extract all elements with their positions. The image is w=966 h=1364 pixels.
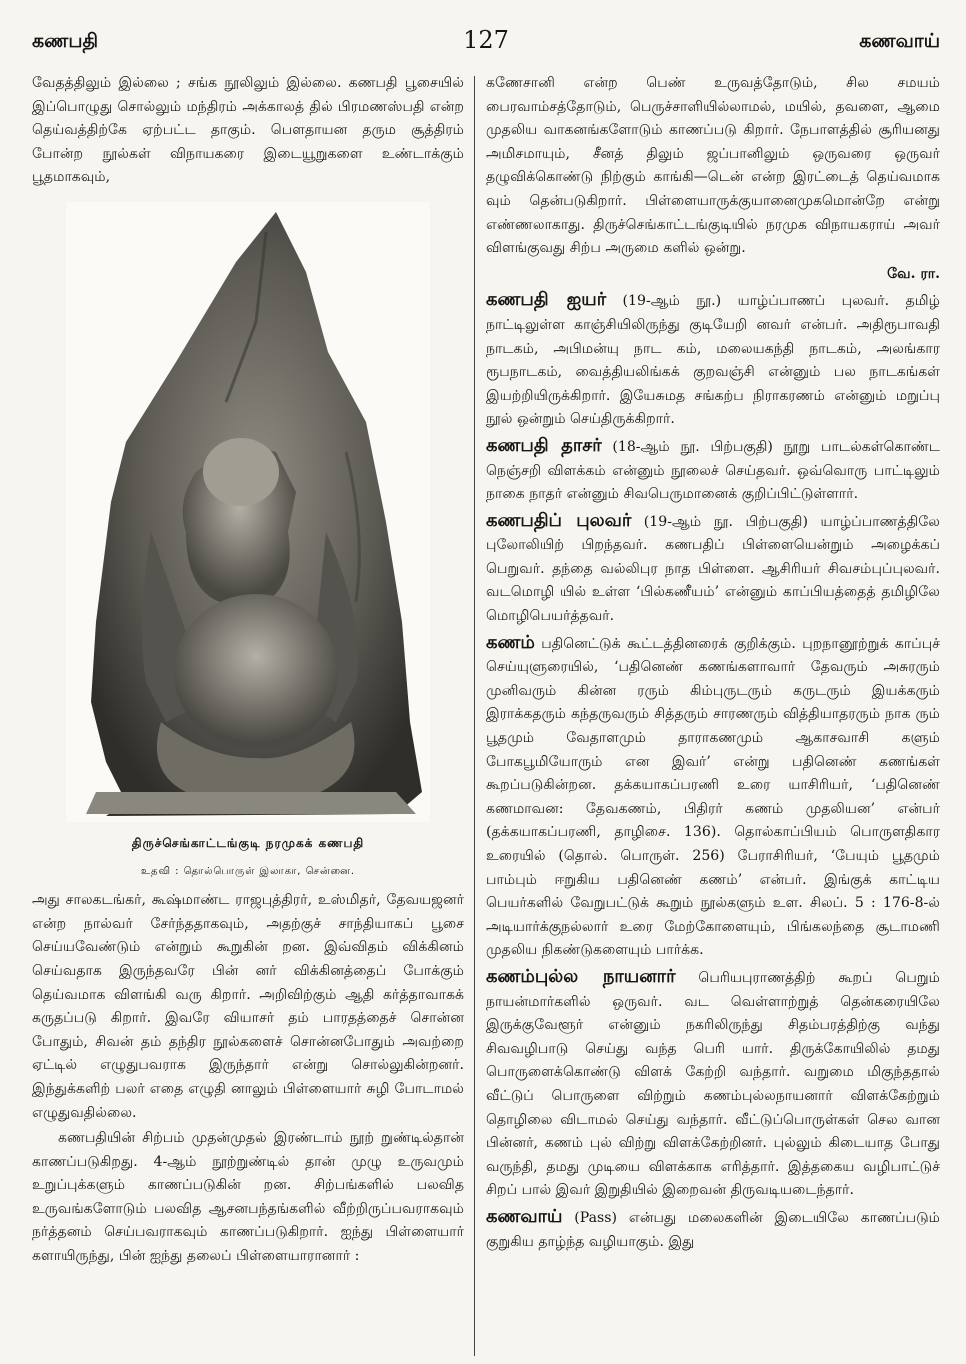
entry-kanam [486, 631, 940, 963]
paragraph: அது சாலகடங்கர், கூஷ்மாண்ட ராஜபுத்திரர், உஸ்மிதர், தேவயஜனர் என்ற நால்வர் சேர்ந்ததாகவும், அதற்குச் சாந்தியாகப் பூசை செய்யவேண்டும் என்றும் கூறுகின் றன. இவ்விதம் விக்கினம் செய்வதாக இருந்தவரே பின் னர் விக்கினத்தைப் போக்கும் தெய்வமாக விளங்கி வரு கிறார். அறிவிற்கும் ஆதி கர்த்தாவாகக் கருதப்படு கிறார். இவரே வியாசர் தம் பாரதத்தைச் சொன்ன போதும், சிவன் தம் தந்திர நூல்களைச் சொன்னபோதும் அவற்றை ஏட்டில் எழுதுபவராக இருந்தார் என்று சொல்லுகின்றனர். இந்துக்களிற் பலர் எதை எழுதி னாலும் பிள்ளையார் சுழி போடாமல் எழுதுவதில்லை. [32, 892, 464, 1121]
figure [32, 202, 464, 883]
entry-body: பெரியபுராணத்திற் கூறப் பெறும் நாயன்மார்களில் ஒருவர். வட வெள்ளாற்றுத் தென்கரையிலே இருக்குவேளூர் என்னும் நகரிலிருந்து சிதம்பரத்திற்கு வந்து சிவவழிபாடு செய்து வந்த பெரி யார். திருக்கோயிலில் தமது பொருளைக்கொண்டு விளக் கேற்றி வந்தார். வறுமை மிகுந்ததால் வீட்டுப் பொருளை விற்றும் கணம்புல்லநாயனார் விளக்கேற்றும் தொழிலை விடாமல் செய்து வந்தார். வீட்டுப்பொருள்கள் செல வான பின்னர், கணம் புல் விற்று விளக்கேற்றினர். புல்லும் கிடையாத போது வருந்தி, தமது முடியை விளக்காக எரித்தார். இத்தகைய வழிபாட்டுச் சிறப் பால் இவர் இறுதியில் இறைவன் திருவடியடைந்தார். [486, 969, 940, 1199]
entry-kanampulla-nayanar [486, 965, 940, 1203]
running-head-left: கணபதி [32, 30, 99, 52]
entry-body: பதினெட்டுக் கூட்டத்தினரைக் குறிக்கும். புறநானூற்றுக் காப்புச் செய்யுளுரையில், ‘பதினெண் கணங்களாவார் தேவரும் அசுரரும் முனிவரும் கின்ன ரரும் கிம்புருடரும் கருடரும் இயக்கரும் இராக்கதரும் கந்தருவரும் சித்தரும் சாரணரும் வித்தியாதரரும் நாக ரும் பூதமும் வேதாளமும் தாராகணமும் ஆகாசவாசி களும் போகபூமியோரும் என இவர்’ என்று பதினெண் கணங்கள் கூறப்படுகின்றன. தக்கயாகப்பரணி உரை யாசிரியர், ‘பதினெண் கணமாவன: தேவகணம், பிதிரர் கணம் முதலியன’ என்பர் (தக்கயாகப்பரணி, தாழிசை. 136). தொல்காப்பியம் பொருளதிகார உரையில் (தொல். பொருள். 256) பேராசிரியர், ‘பேயும் பூதமும் பாம்பும் ஈறுகிய பதினெண் கணம்’ என்பர். இங்குக் காட்டிய பெயர்களில் வேறுபட்டுக் கூறும் நூல்களும் உள. சிலப். 5 : 176-8-ல் அடியார்க்குநல்லார் உரை மேற்கோளையும், பிங்கலந்தை சூடாமணி முதலிய நிகண்டுகளையும் பார்க்க. [486, 635, 940, 959]
column-divider [474, 76, 475, 1356]
figure-caption: திருச்செங்காட்டங்குடி நரமுகக் கணபதி [131, 835, 365, 850]
entry-body: (18-ஆம் நூ. பிற்பகுதி) நூறு பாடல்கள்கொண்ட நெஞ்சறி விளக்கம் என்னும் நூலைச் செய்தவர். ஒவ்வொரு பாட்டிலும் நாகை நாதர் என்னும் சிவபெருமானைக் குறிப்பிட்டுள்ளார். [486, 438, 940, 503]
entry-headword: கணபதி தாசர் [486, 434, 602, 456]
entry-headword: கணம்புல்ல நாயனார் [486, 965, 676, 987]
paragraph: கணேசானி என்ற பெண் உருவத்தோடும், சில சமயம் பைரவாம்சத்தோடும், பெருச்சாளியில்லாமல், மயில், தவளை, ஆமை முதலிய வாகனங்களோடும் காணப்படு கிறார். நேபாளத்தில் சூரியனது அமிசமாயும், சீனத் திலும் ஜப்பானிலும் ஒருவரை ஒருவர் தழுவிக்கொண்டு நிற்கும் காங்கி—டென் என்ற இரட்டைத் தெய்வமாக வும் தென்படுகிறார். பிள்ளையாருக்குயானைமுகமொன்றே என்று எண்ணலாகாது. திருச்செங்காட்டங்குடியில் நரமுக விநாயகராய் அவர் விளங்குவது சிற்ப அருமை களில் ஒன்று. [486, 75, 940, 257]
author-signature: வே. ரா. [887, 265, 940, 282]
ganapati-sculpture-photo [66, 202, 430, 822]
running-head-right: கணவாய் [859, 30, 940, 52]
page-header [32, 24, 940, 64]
entry-headword: கணவாய் [486, 1205, 563, 1227]
paragraph: வேதத்திலும் இல்லை ; சங்க நூலிலும் இல்லை. கணபதி பூசையில் இப்பொழுது சொல்லும் மந்திரம் அக்காலத் தில் பிரமணஸ்பதி என்ற தெய்வத்திற்கே ஏற்பட்ட தாகும். பௌதாயன தரும சூத்திரம் போன்ற நூல்கள் விநாயகரை இடையூறுகளை உண்டாக்கும் பூதமாகவும், [32, 75, 464, 186]
sculpture-image [66, 202, 430, 822]
right-column [486, 72, 940, 1256]
entry-body: (19-ஆம் நூ. பிற்பகுதி) யாழ்ப்பாணத்திலே புலோலியிற் பிறந்தவர். கணபதிப் பிள்ளையென்றும் அழைக்கப் பெறுவர். தந்தை வல்லிபுர நாத பிள்ளை. ஆசிரியர் சிவசம்புப்புலவர். வடமொழி யில் உள்ள ‘பில்கணீயம்’ என்னும் காப்பியத்தைத் தமிழிலே மொழிபெயர்த்தவர். [486, 513, 940, 625]
entry-kanapathi-iyer [486, 288, 940, 432]
entry-headword: கணபதிப் புலவர் [486, 509, 632, 531]
left-column [32, 72, 464, 1271]
page-number: 127 [463, 26, 509, 54]
entry-headword: கணம் [486, 631, 535, 653]
entry-kanapathi-thasar [486, 434, 940, 507]
entry-body: (19-ஆம் நூ.) யாழ்ப்பாணப் புலவர். தமிழ் நாட்டிலுள்ள காஞ்சியிலிருந்து குடியேறி னவர் என்பர். அதிரூபாவதி நாடகம், அபிமன்யு நாட கம், மலையகந்தி நாடகம், அலங்கார ரூபநாடகம், வைத்தியலிங்கக் குறவஞ்சி என்னும் பல நாடகங்கள் இயற்றியிருக்கிறார். இயேசுமத சங்கற்ப நிராகரணம் என்னும் மறுப்பு நூல் ஒன்றும் செய்திருக்கிறார். [486, 293, 940, 428]
figure-credit: உதவி : தொல்பொருள் இலாகா, சென்னை. [140, 865, 356, 877]
paragraph: கணபதியின் சிற்பம் முதன்முதல் இரண்டாம் நூற் றுண்டில்தான் காணப்படுகிறது. 4-ஆம் நூற்றுண்டில் தான் முழு உருவமும் உறுப்புக்களும் காணப்படுகின் றன. சிற்பங்களில் பலவித உருவங்களோடும் பலவித ஆசனபந்தங்களில் வீற்றிருப்பவராகவும் நர்த்தனம் செய்பவராகவும் காணப்படுகிறார். ஐந்து பிள்ளையார் களாயிருந்து, பின் ஐந்து தலைப் பிள்ளையாரானார் : [32, 1130, 464, 1265]
entry-headword: கணபதி ஐயர் [486, 289, 607, 311]
entry-kanapathi-pulavar [486, 509, 940, 629]
entry-body: (Pass) என்பது மலைகளின் இடையிலே காணப்படும் குறுகிய தாழ்ந்த வழியாகும். இது [486, 1209, 940, 1250]
entry-kanavai [486, 1205, 940, 1254]
